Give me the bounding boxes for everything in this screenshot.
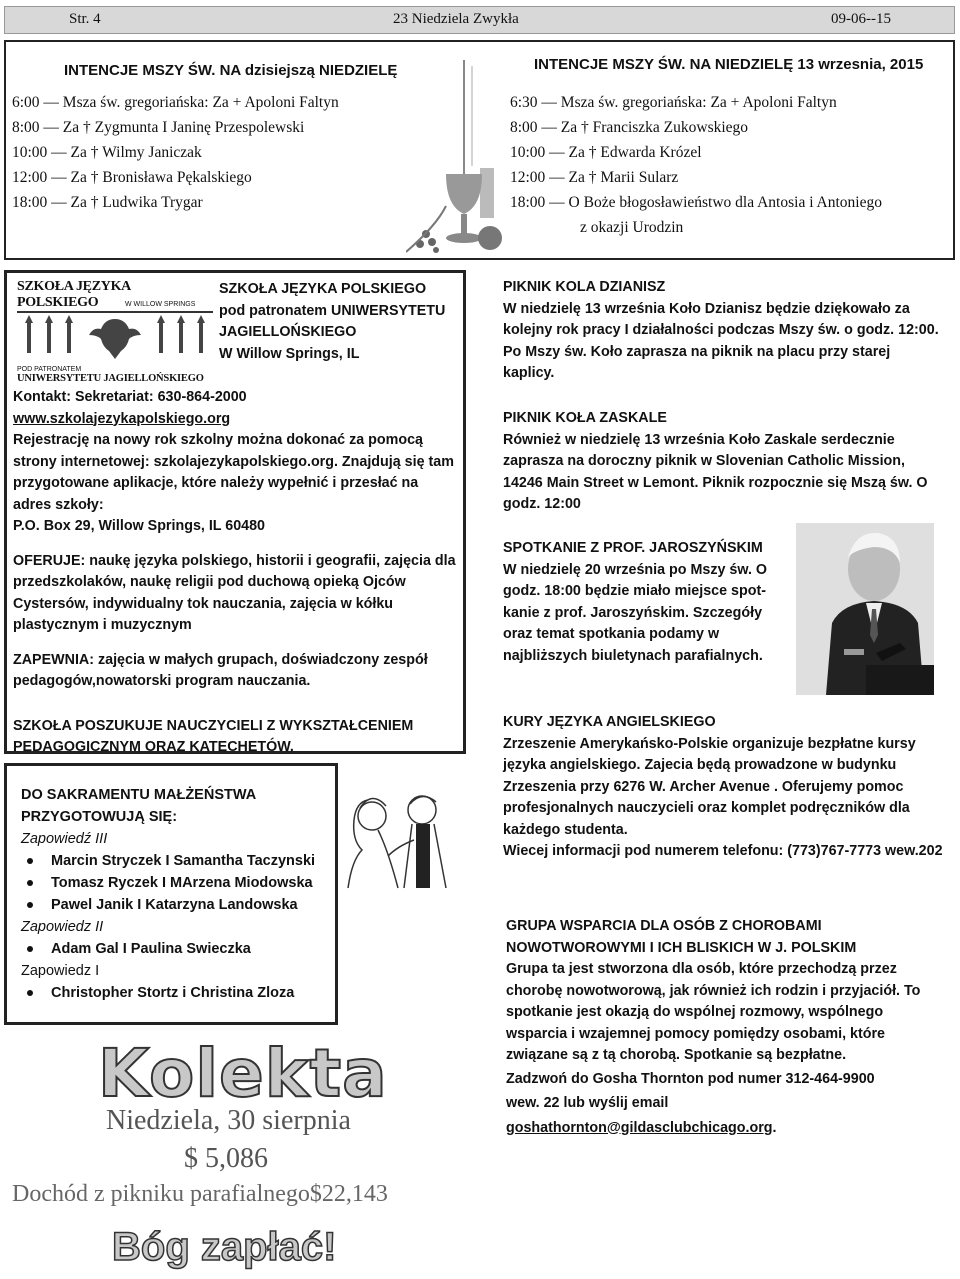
- school-heading-line: W Willow Springs, IL: [219, 345, 360, 362]
- mass-line: 12:00 — Za † Marii Sularz: [510, 169, 679, 186]
- prof-title: SPOTKANIE Z PROF. JAROSZYŃSKIM: [503, 540, 763, 556]
- logo-text-bottom: UNIWERSYTETU JAGIELLOŃSKIEGO: [17, 373, 204, 384]
- mass-line: 18:00 — O Boże błogosławieństwo dla Antosia i Antoniego: [510, 194, 882, 211]
- chalice-illustration: [406, 56, 516, 256]
- collection-title: Kolekta: [98, 1035, 388, 1112]
- mass-line: 10:00 — Za † Wilmy Janiczak: [12, 144, 202, 161]
- collection-date: Niedziela, 30 sierpnia: [106, 1105, 351, 1136]
- mass-today-title: INTENCJE MSZY ŚW. NA dzisiejszą NIEDZIELĘ: [64, 62, 398, 79]
- prof-line: W niedzielę 20 września po Mszy św. O: [503, 561, 768, 578]
- mass-line: 6:30 — Msza św. gregoriańska: Za + Apoloni Faltyn: [510, 94, 837, 111]
- banns-content: [21, 784, 331, 1004]
- banns-3-label: Zapowiedź III: [21, 831, 108, 847]
- thanks-text: Bóg zapłać!: [112, 1225, 337, 1269]
- english-text: Zrzeszenie Amerykańsko-Polskie organizuje bezpłatne kursy języka angielskiego. Zajecia będą prowadzone w budynku Zrzeszenia przy 6276 W. Archer Avenue . Oferujemy pomoc profesjonalnych nauczycieli oraz komplet podręczników dla każdego studenta.: [503, 735, 916, 838]
- school-logo: [17, 279, 213, 384]
- eagle-emblem-icon: [17, 313, 213, 361]
- couple-item: Adam Gal I Paulina Swieczka: [21, 938, 331, 960]
- marriage-banns-box: [4, 763, 338, 1025]
- school-offer: OFERUJE: naukę języka polskiego, historii i geografii, zajęcia dla przedszkolaków, naukę religii pod duchową opieką Ojców Cystersów, indywidualny tok nauczania, zajęcia w kółku plastycznym i muzycznym: [13, 552, 456, 633]
- support-email-end: .: [772, 1119, 777, 1136]
- zaskale-picnic-notice: [503, 408, 943, 516]
- mass-line: 8:00 — Za † Franciszka Zukowskiego: [510, 119, 749, 136]
- mass-line: 8:00 — Za † Zygmunta I Janinę Przespolewski: [12, 119, 305, 136]
- support-email-link[interactable]: goshathornton@gildasclubchicago.org: [506, 1119, 773, 1136]
- prof-line: najbliższych biuletynach parafialnych.: [503, 647, 763, 664]
- page-number: Str. 4: [69, 11, 101, 27]
- school-website-link[interactable]: www.szkolajezykapolskiego.org: [13, 410, 231, 427]
- banns-2-label: Zapowiedz II: [21, 919, 104, 935]
- collection-amount: $ 5,086: [184, 1143, 268, 1174]
- school-contact: Kontakt: Sekretariat: 630-864-2000: [13, 389, 247, 405]
- wedding-couple-illustration: [338, 780, 462, 892]
- school-registration: Rejestrację na nowy rok szkolny można dokonać za pomocą strony internetowej: szkolajezykapolskiego.org. Znajdują się tam przygotowane aplikacje, które należy wypełnić i przesłać na adres szkoły:: [13, 432, 454, 513]
- support-title-line: NOWOTWOROWYMI I ICH BLISKICH W J. POLSKIM: [506, 939, 857, 956]
- mass-line: 6:00 — Msza św. gregoriańska: Za + Apoloni Faltyn: [12, 94, 339, 111]
- mass-next-list: [510, 90, 882, 240]
- mass-line: 10:00 — Za † Edwarda Krózel: [510, 144, 702, 161]
- professor-meeting-notice: [503, 538, 803, 667]
- support-call: Zadzwoń do Gosha Thornton pod numer 312-464-9900: [506, 1070, 875, 1087]
- dzianisz-picnic-notice: [503, 277, 943, 385]
- prof-line: kanie z prof. Jaroszyńskim. Szczegóły: [503, 604, 763, 621]
- banns-title-line: PRZYGOTOWUJĄ SIĘ:: [21, 809, 178, 825]
- prof-line: oraz temat spotkania podamy w: [503, 626, 720, 642]
- support-title-line: GRUPA WSPARCIA DLA OSÓB Z CHOROBAMI: [506, 918, 822, 934]
- couple-item: Tomasz Ryczek I MArzena Miodowska: [21, 872, 331, 894]
- logo-text-sub: W WILLOW SPRINGS: [125, 301, 196, 308]
- professor-photo: [796, 523, 934, 695]
- english-course-notice: [503, 712, 948, 863]
- prof-line: godz. 18:00 będzie miało miejsce spot-: [503, 583, 766, 599]
- banns-title-line: DO SAKRAMENTU MAŁŻEŃSTWA: [21, 787, 257, 803]
- school-body: [13, 387, 459, 759]
- mass-line: 18:00 — Za † Ludwika Trygar: [12, 194, 203, 211]
- school-heading-line: SZKOŁA JĘZYKA POLSKIEGO: [219, 281, 427, 297]
- school-heading-line: JAGIELLOŃSKIEGO: [219, 324, 357, 340]
- logo-text-pod: POD PATRONATEM: [17, 366, 82, 373]
- couple-item: Christopher Stortz i Christina Zloza: [21, 982, 331, 1004]
- school-heading: [219, 279, 445, 365]
- school-heading-line: pod patronatem UNIWERSYTETU: [219, 302, 446, 319]
- mass-today-list: [12, 90, 339, 215]
- mass-next-title: INTENCJE MSZY ŚW. NA NIEDZIELĘ 13 wrzesnia, 2015: [534, 56, 924, 73]
- mass-line: z okazji Urodzin: [580, 219, 684, 236]
- header-date: 09-06--15: [831, 11, 891, 27]
- couple-item: Marcin Stryczek I Samantha Taczynski: [21, 850, 331, 872]
- polish-school-box: [4, 270, 466, 754]
- support-group-notice: [506, 916, 938, 1139]
- dzianisz-text: W niedzielę 13 września Koło Dzianisz będzie dziękowało za kolejny rok pracy I działalności podczas Mszy św. o godz. 12:00. Po Mszy św. Koło zaprasza na piknik na placu przy starej kaplicy.: [503, 300, 939, 381]
- mass-intentions-box: [4, 40, 955, 260]
- picnic-income: Dochód z pikniku parafialnego$22,143: [12, 1181, 388, 1207]
- dzianisz-title: PIKNIK KOLA DZIANISZ: [503, 279, 666, 295]
- english-phone: Wiecej informacji pod numerem telefonu: (773)767-7773 wew.202: [503, 843, 943, 859]
- mass-line: 12:00 — Za † Bronisława Pękalskiego: [12, 169, 252, 186]
- page-header: [4, 6, 955, 34]
- logo-text-top: SZKOŁA JĘZYKA POLSKIEGO: [17, 279, 213, 313]
- school-provides: ZAPEWNIA: zajęcia w małych grupach, doświadczony zespół pedagogów,nowatorski program nauczania.: [13, 651, 428, 689]
- page-title: 23 Niedziela Zwykła: [393, 11, 519, 27]
- support-text: Grupa ta jest stworzona dla osób, które przechodzą przez chorobę nowotworową, jak również ich rodzin i przyjaciół. To spotkanie jest okazją do wspólnej rozmowy, wspólnego wsparcia i wzajemnej pomocy pomiędzy osobami, które związane są z tą chorobą. Spotkanie są bezpłatne.: [506, 961, 921, 1063]
- support-ext: wew. 22 lub wyślij email: [506, 1095, 669, 1111]
- banns-1-label: Zapowiedz I: [21, 963, 100, 979]
- couple-item: Pawel Janik I Katarzyna Landowska: [21, 894, 331, 916]
- zaskale-title: PIKNIK KOŁA ZASKALE: [503, 410, 667, 426]
- collection-box: [12, 1035, 436, 1275]
- school-address: P.O. Box 29, Willow Springs, IL 60480: [13, 518, 266, 534]
- english-title: KURY JĘZYKA ANGIELSKIEGO: [503, 714, 716, 730]
- school-seeking: SZKOŁA POSZUKUJE NAUCZYCIELI Z WYKSZTAŁCENIEM PEDAGOGICZNYM ORAZ KATECHETÓW.: [13, 717, 414, 755]
- zaskale-text: Również w niedzielę 13 września Koło Zaskale serdecznie zaprasza na doroczny piknik w Slovenian Catholic Mission, 14246 Main Street w Lemont. Piknik rozpocznie się Mszą św. O godz. 12:00: [503, 431, 928, 512]
